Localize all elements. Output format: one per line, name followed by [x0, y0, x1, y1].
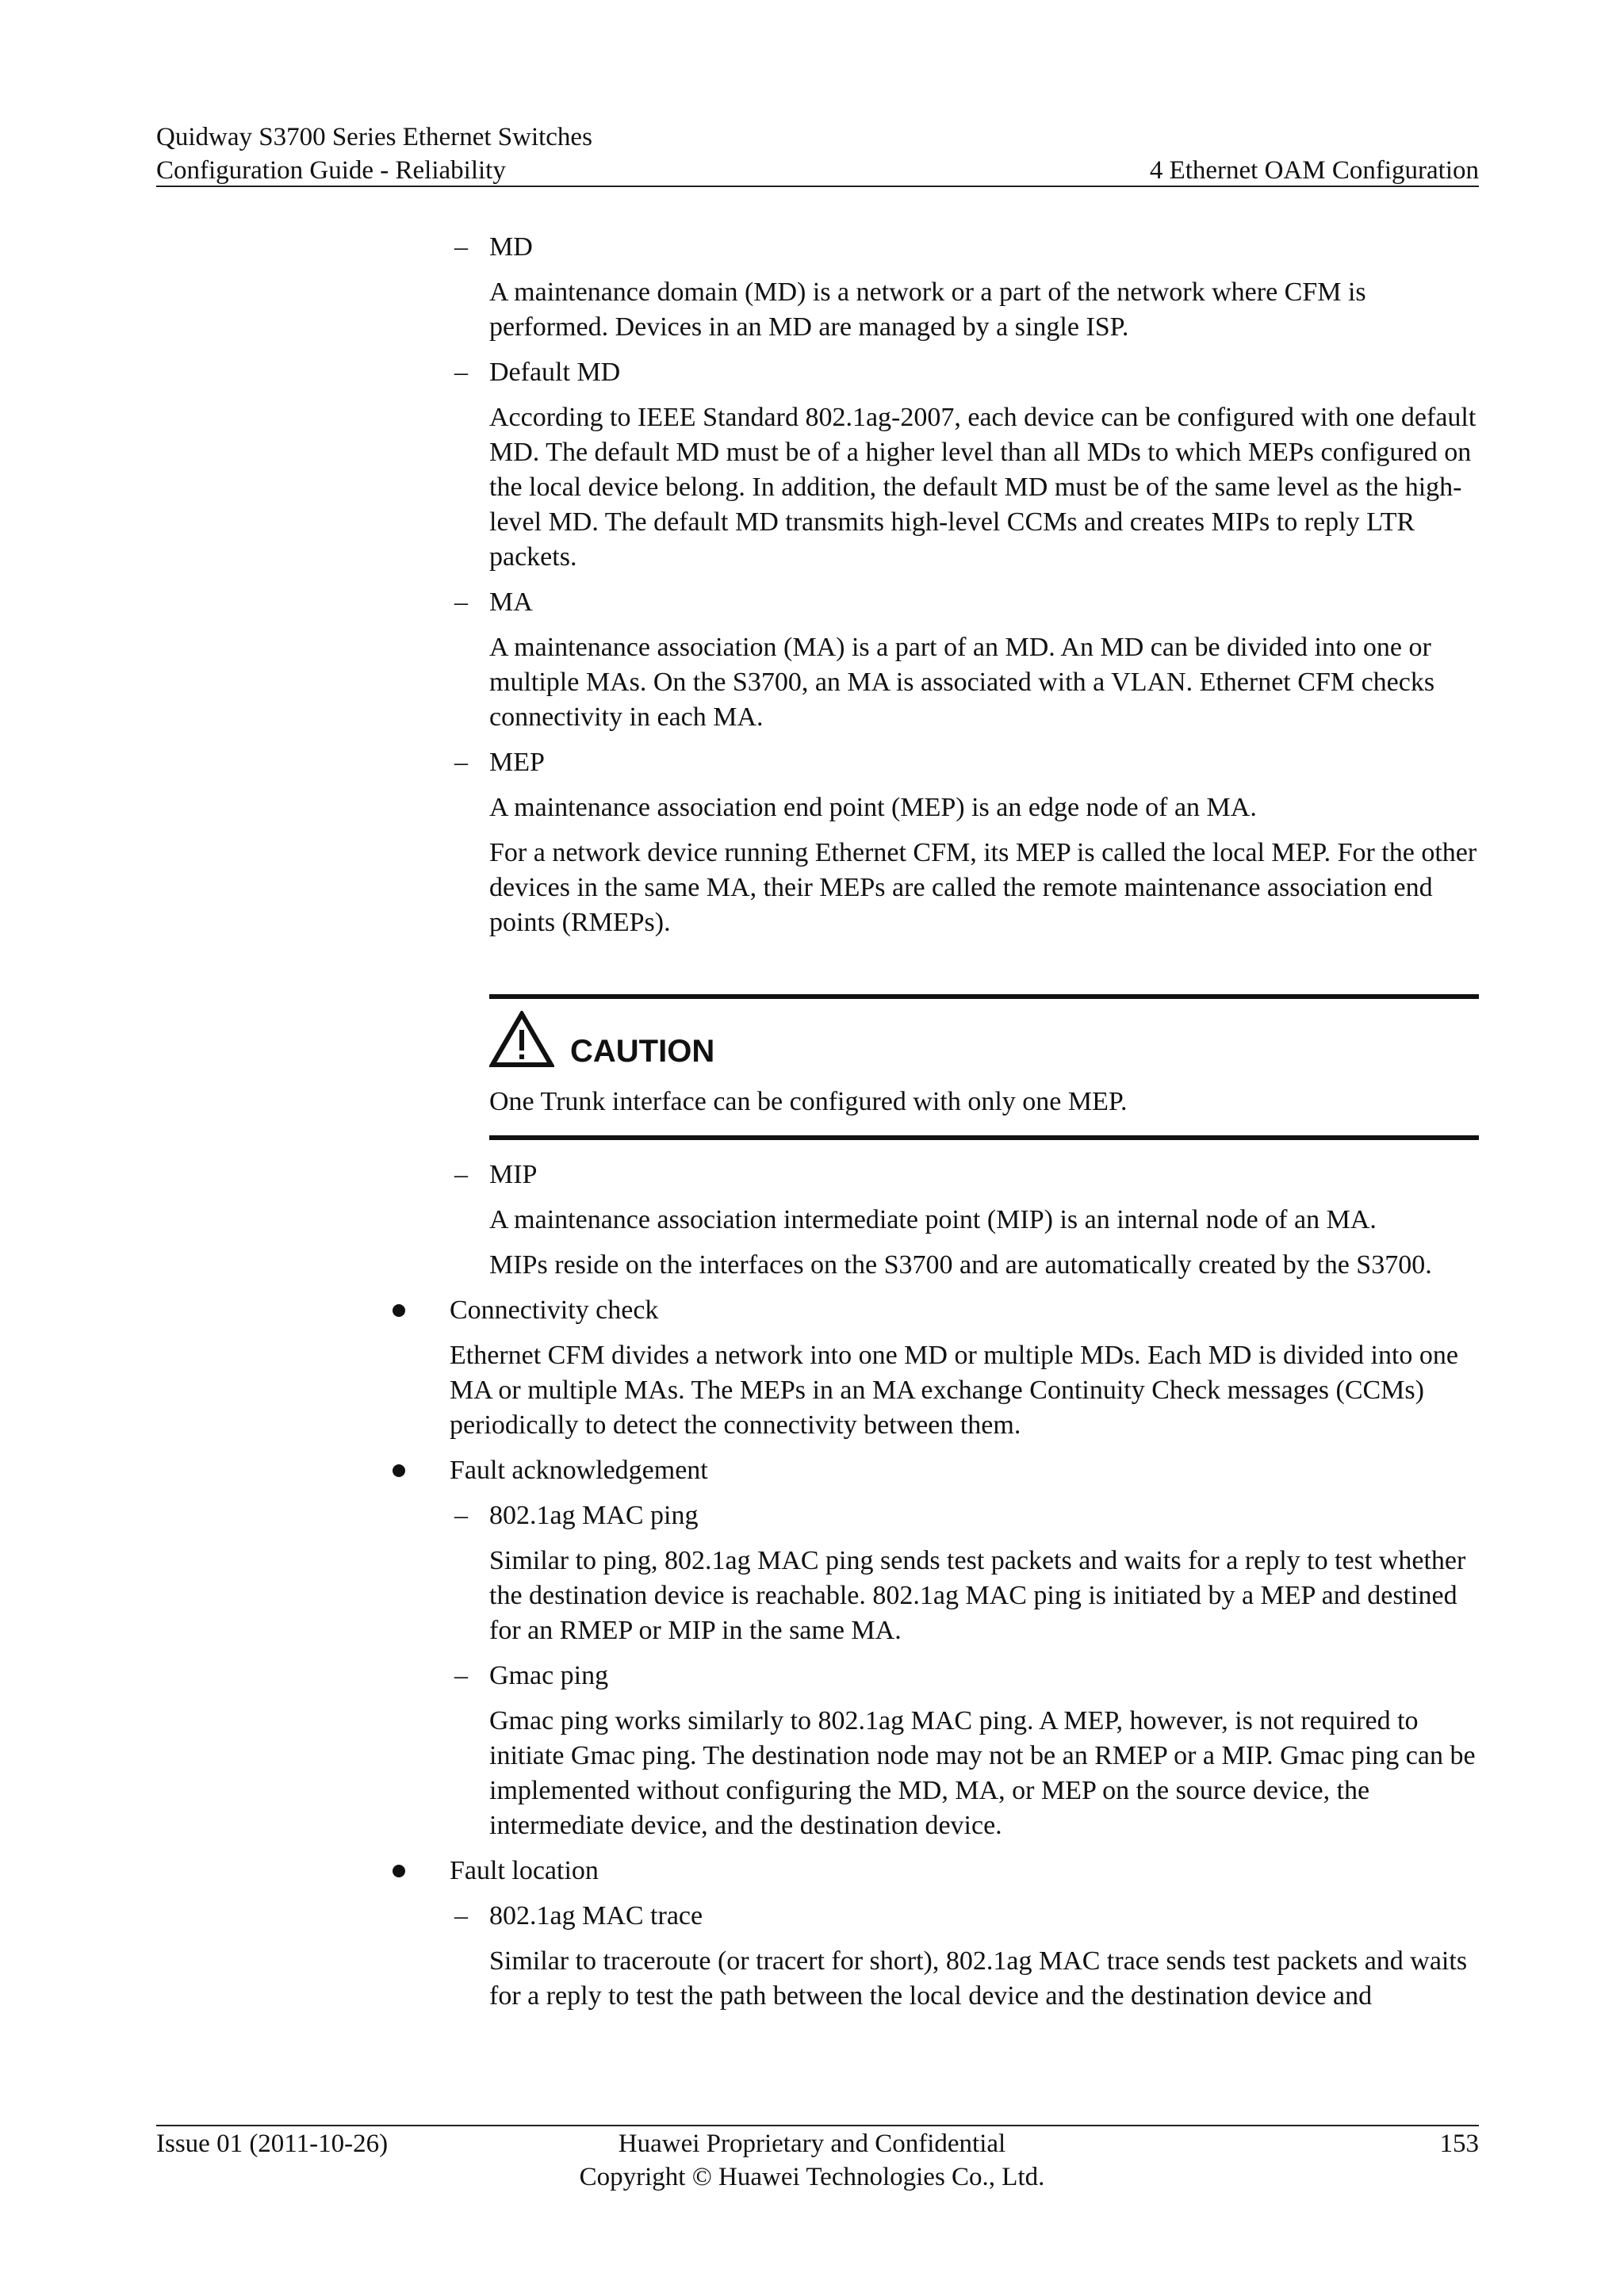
header-guide: Configuration Guide - Reliability [156, 156, 506, 185]
list-item-md [0, 230, 1624, 265]
dash-marker: – [454, 232, 468, 262]
gmac-ping-text: Gmac ping works similarly to 802.1ag MAC ping. A MEP, however, is not required to initiate Gmac ping. The destination node may not be an RMEP or a MIP. Gmac ping can be implemented without configuring the MD, MA, or MEP on the source device, the intermediate device, and the destination device. [489, 1706, 1476, 1840]
footer-center [0, 2127, 1624, 2194]
list-item-ma [0, 585, 1624, 620]
bullet-fault-location [0, 1854, 1624, 1888]
list-item-gmac-ping [0, 1659, 1624, 1693]
caution-text: One Trunk interface can be configured with only one MEP. [489, 1087, 1128, 1116]
fl-title: Fault location [450, 1856, 599, 1885]
dash-marker: – [454, 1661, 468, 1690]
footer-rule [156, 2125, 1479, 2126]
mac-trace-title: 802.1ag MAC trace [489, 1901, 703, 1931]
page-body [0, 230, 1624, 2024]
md-title: MD [489, 232, 533, 262]
mep-title: MEP [489, 748, 545, 777]
bullet-marker [393, 1464, 405, 1477]
mac-ping-title: 802.1ag MAC ping [489, 1501, 699, 1530]
header-chapter: 4 Ethernet OAM Configuration [1149, 156, 1479, 185]
mac-trace-text: Similar to traceroute (or tracert for short), 802.1ag MAC trace sends test packets and waits for a reply to test the path between the local device and the destination device and [489, 1946, 1468, 2011]
dash-marker: – [454, 358, 468, 387]
mep-text-1: A maintenance association end point (MEP) is an edge node of an MA. [489, 793, 1257, 822]
footer-confidential: Huawei Proprietary and Confidential [618, 2130, 1006, 2158]
mep-text-2: For a network device running Ethernet CFM, its MEP is called the local MEP. For the other devices in the same MA, their MEPs are called the remote maintenance association end points (RMEPs). [489, 838, 1477, 937]
warning-triangle-icon [489, 1011, 554, 1068]
caution-box [489, 994, 1479, 1140]
caution-title: CAUTION [570, 1034, 715, 1069]
bullet-marker [393, 1304, 405, 1317]
mac-ping-text: Similar to ping, 802.1ag MAC ping sends test packets and waits for a reply to test whether the destination device is reachable. 802.1ag MAC ping is initiated by a MEP and destined for an RMEP or MIP in the same MA. [489, 1546, 1466, 1645]
caution-header [489, 1010, 1479, 1069]
bullet-fault-acknowledgement [0, 1453, 1624, 1488]
list-item-default-md [0, 355, 1624, 390]
dash-marker: – [454, 748, 468, 777]
page-number: 153 [1439, 2130, 1479, 2158]
cc-title: Connectivity check [450, 1295, 659, 1325]
fa-title: Fault acknowledgement [450, 1456, 708, 1485]
dash-marker: – [454, 1160, 468, 1189]
default-md-title: Default MD [489, 358, 621, 387]
default-md-text: According to IEEE Standard 802.1ag-2007, each device can be configured with one default MD. The default MD must be of a higher level than all MDs to which MEPs configured on the local device belong. In addition, the default MD must be of the same level as the high-level MD. The default MD transmits high-level CCMs and creates MIPs to reply LTR packets. [489, 403, 1477, 572]
list-item-mac-trace [0, 1899, 1624, 1934]
dash-marker: – [454, 1501, 468, 1530]
list-item-mip [0, 1158, 1624, 1192]
ma-text: A maintenance association (MA) is a part of an MD. An MD can be divided into one or multiple MAs. On the S3700, an MA is associated with a VLAN. Ethernet CFM checks connectivity in each MA. [489, 633, 1435, 732]
md-text: A maintenance domain (MD) is a network or a part of the network where CFM is performed. Devices in an MD are managed by a single ISP. [489, 277, 1366, 342]
gmac-ping-title: Gmac ping [489, 1661, 609, 1690]
mip-text-2: MIPs reside on the interfaces on the S3700 and are automatically created by the S3700. [489, 1250, 1432, 1280]
footer-copyright: Copyright © Huawei Technologies Co., Ltd. [579, 2163, 1045, 2191]
header-product: Quidway S3700 Series Ethernet Switches [156, 123, 592, 151]
mip-text-1: A maintenance association intermediate point (MIP) is an internal node of an MA. [489, 1205, 1377, 1234]
mip-title: MIP [489, 1160, 538, 1189]
list-item-mep [0, 745, 1624, 780]
dash-marker: – [454, 587, 468, 617]
bullet-connectivity-check [0, 1293, 1624, 1328]
page-header-left [156, 121, 592, 187]
cc-text: Ethernet CFM divides a network into one MD or multiple MDs. Each MD is divided into one MA or multiple MAs. The MEPs in an MA exchange Continuity Check messages (CCMs) periodically to detect the connectivity between them. [450, 1341, 1459, 1440]
bullet-marker [393, 1865, 405, 1877]
header-rule [156, 186, 1479, 187]
ma-title: MA [489, 587, 533, 617]
list-item-mac-ping [0, 1498, 1624, 1533]
footer-issue: Issue 01 (2011-10-26) [156, 2130, 389, 2158]
dash-marker: – [454, 1901, 468, 1931]
